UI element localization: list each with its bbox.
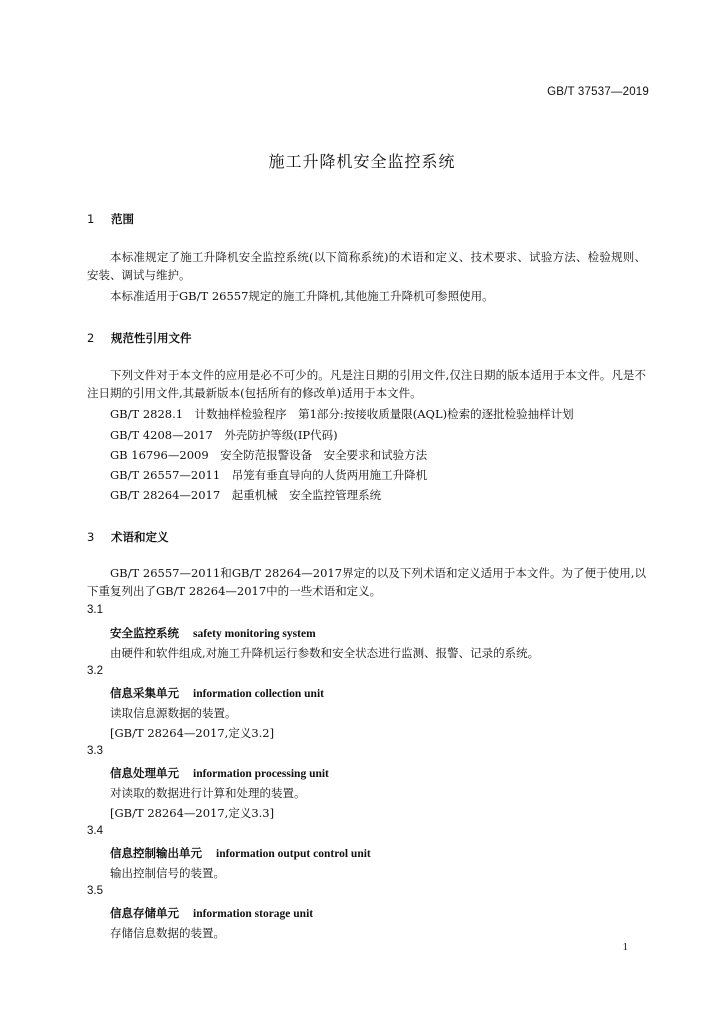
section-number: 2 (87, 331, 95, 345)
term-definition: 由硬件和软件组成,对施工升降机运行参数和安全状态进行监测、报警、记录的系统。 (110, 646, 540, 660)
scope-paragraph-2: 本标准适用于GB/T 26557规定的施工升降机,其他施工升降机可参照使用。 (110, 289, 494, 303)
term-heading (110, 685, 324, 701)
term-zh: 信息采集单元 (110, 686, 179, 700)
term-zh: 信息存储单元 (110, 906, 179, 920)
reference-item: GB/T 4208—2017 外壳防护等级(IP代码) (110, 428, 338, 442)
term-heading (110, 625, 316, 641)
section-1-heading (87, 211, 134, 227)
term-number: 3.1 (87, 604, 103, 616)
term-en: safety monitoring system (193, 628, 316, 640)
scope-paragraph-1: 本标准规定了施工升降机安全监控系统(以下简称系统)的术语和定义、技术要求、试验方法、检验规则、安装、调试与维护。 (87, 250, 646, 282)
section-3-heading (87, 529, 169, 545)
term-zh: 信息处理单元 (110, 766, 179, 780)
document-title: 施工升降机安全监控系统 (268, 152, 456, 171)
term-source: [GB/T 28264—2017,定义3.2] (110, 726, 275, 740)
section-number: 1 (87, 212, 95, 226)
term-definition: 输出控制信号的装置。 (110, 866, 225, 880)
section-2-heading (87, 330, 192, 346)
standard-number-header: GB/T 37537—2019 (547, 86, 649, 98)
term-heading (110, 765, 329, 781)
term-number: 3.5 (87, 885, 103, 897)
term-en: information output control unit (216, 848, 371, 860)
page-number: 1 (622, 941, 628, 953)
term-number: 3.2 (87, 665, 103, 677)
term-heading (110, 845, 371, 861)
term-definition: 对读取的数据进行计算和处理的装置。 (110, 786, 306, 800)
term-en: information processing unit (193, 768, 329, 780)
term-source: [GB/T 28264—2017,定义3.3] (110, 806, 275, 820)
section-title: 术语和定义 (111, 530, 169, 544)
term-heading (110, 905, 313, 921)
section-title: 规范性引用文件 (111, 331, 192, 345)
term-en: information collection unit (193, 688, 324, 700)
term-zh: 安全监控系统 (110, 626, 179, 640)
reference-item: GB/T 26557—2011 吊笼有垂直导向的人货两用施工升降机 (110, 468, 428, 482)
term-definition: 读取信息源数据的装置。 (110, 706, 237, 720)
term-en: information storage unit (193, 908, 314, 920)
term-number: 3.4 (87, 825, 103, 837)
reference-item: GB/T 28264—2017 起重机械 安全监控管理系统 (110, 488, 382, 502)
terms-intro: GB/T 26557—2011和GB/T 28264—2017界定的以及下列术语和定义适用于本文件。为了便于使用,以下重复列出了GB/T 28264—2017中的一些术语和定义。 (87, 566, 646, 598)
normative-intro: 下列文件对于本文件的应用是必不可少的。凡是注日期的引用文件,仅注日期的版本适用于本文件。凡是不注日期的引用文件,其最新版本(包括所有的修改单)适用于本文件。 (87, 368, 646, 400)
section-number: 3 (87, 530, 95, 544)
term-definition: 存储信息数据的装置。 (110, 926, 225, 940)
term-number: 3.3 (87, 745, 103, 757)
term-zh: 信息控制输出单元 (110, 846, 202, 860)
section-title: 范围 (111, 212, 135, 226)
reference-item: GB 16796—2009 安全防范报警设备 安全要求和试验方法 (110, 448, 428, 462)
reference-item: GB/T 2828.1 计数抽样检验程序 第1部分:按接收质量限(AQL)检索的逐批检验抽样计划 (110, 407, 574, 421)
